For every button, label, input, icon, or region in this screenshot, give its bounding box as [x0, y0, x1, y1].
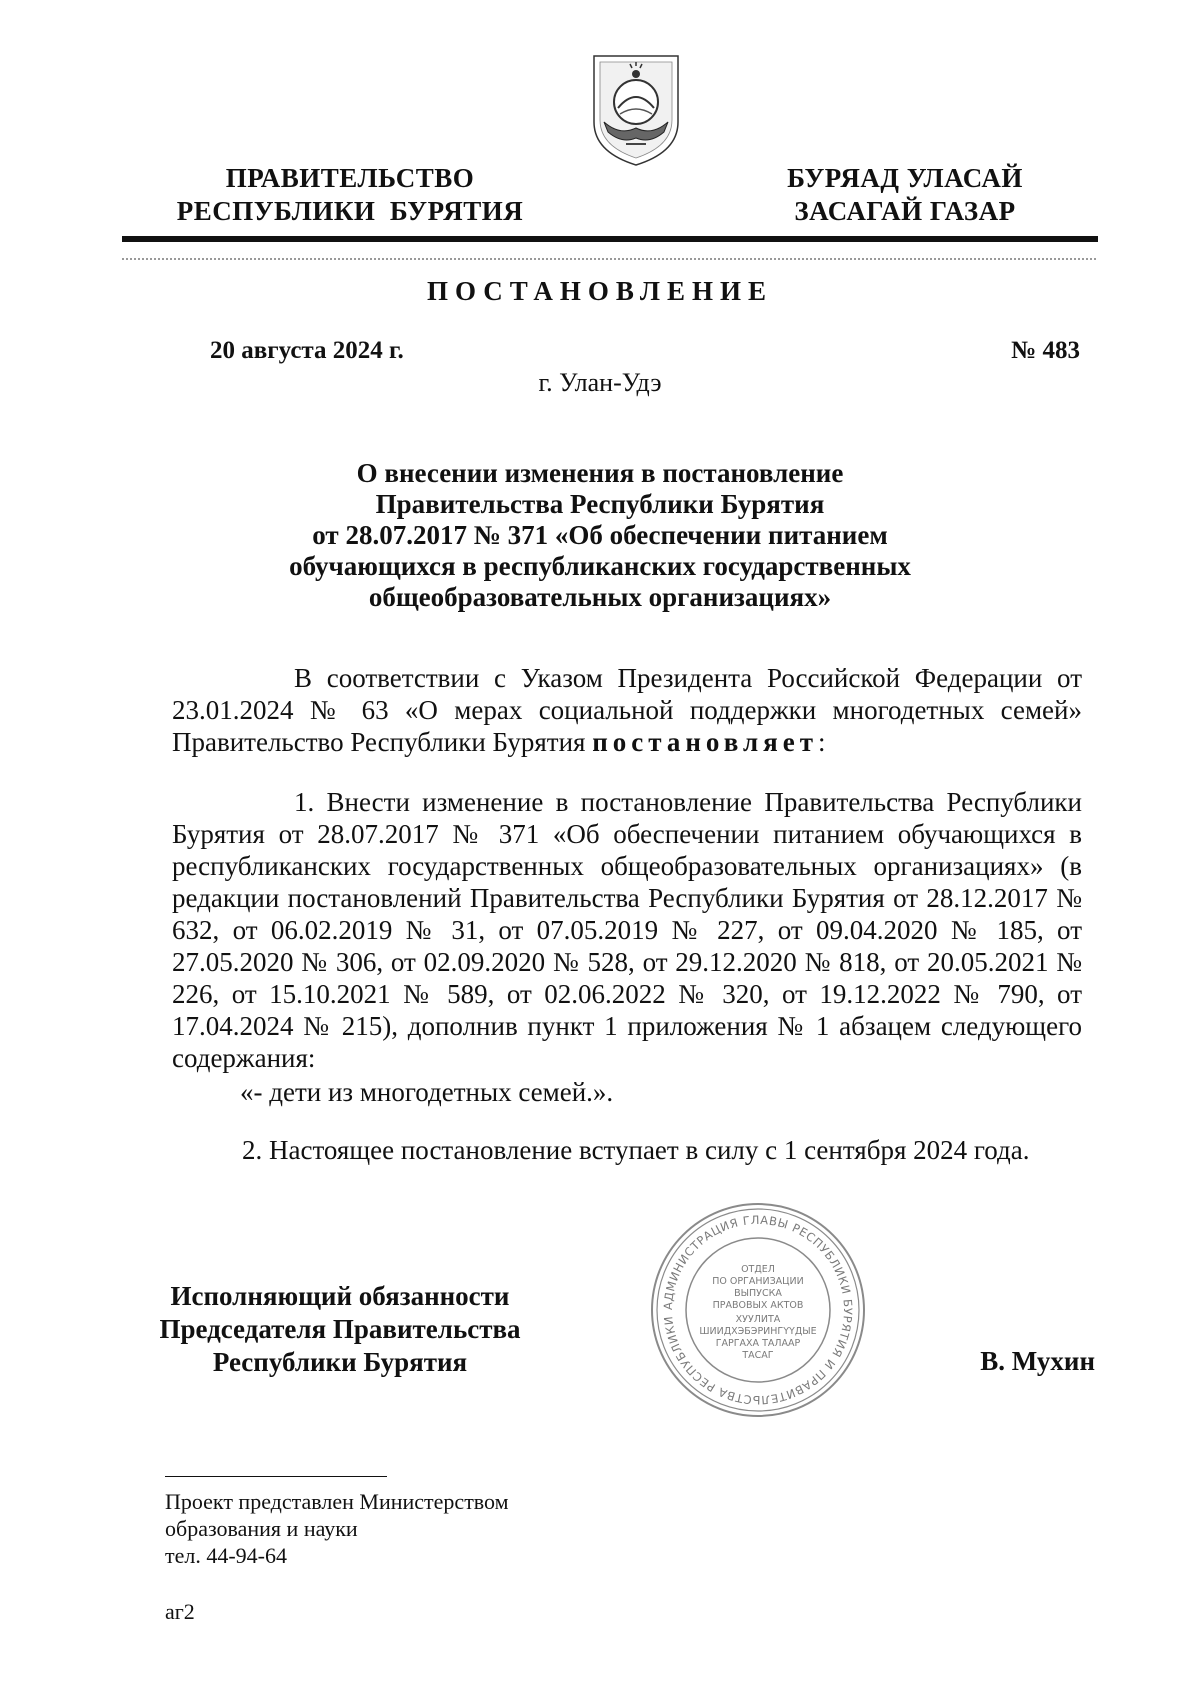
- document-date: 20 августа 2024 г.: [210, 337, 404, 364]
- svg-text:ШИИДХЭБЭРИНГҮҮДЫЕ: ШИИДХЭБЭРИНГҮҮДЫЕ: [699, 1326, 817, 1337]
- subject-line-1: О внесении изменения в постановление: [356, 458, 844, 488]
- footer-line-2: образования и науки: [165, 1516, 358, 1541]
- header-left: [160, 162, 540, 228]
- svg-text:ХУУЛИТА: ХУУЛИТА: [735, 1314, 781, 1325]
- svg-text:ПРАВОВЫХ АКТОВ: ПРАВОВЫХ АКТОВ: [712, 1300, 804, 1311]
- footer-line-1: Проект представлен Министерством: [165, 1489, 509, 1514]
- svg-text:ПО ОРГАНИЗАЦИИ: ПО ОРГАНИЗАЦИИ: [712, 1276, 804, 1287]
- official-stamp: [648, 1200, 868, 1420]
- preamble-text: В соответствии с Указом Президента Российской Федерации от 23.01.2024 № 63 «О мерах социальной поддержки многодетных семей» Правительство Республики Бурятия: [172, 663, 1082, 757]
- document-number: № 483: [1011, 337, 1080, 364]
- document-type: ПОСТАНОВЛЕНИЕ: [426, 276, 774, 306]
- subject-line-3: от 28.07.2017 № 371 «Об обеспечении питанием: [312, 520, 888, 550]
- svg-text:ОТДЕЛ: ОТДЕЛ: [741, 1264, 775, 1275]
- header-rule: [122, 236, 1098, 242]
- footer-line-3: тел. 44-94-64: [165, 1543, 288, 1568]
- preamble-keyword: постановляет: [592, 727, 818, 757]
- document-city: г. Улан-Удэ: [538, 368, 662, 397]
- subject-line-5: общеобразовательных организациях»: [368, 582, 832, 612]
- signature-role-line3: Республики Бурятия: [212, 1347, 468, 1377]
- subject-line-2: Правительства Республики Бурятия: [375, 489, 825, 519]
- item-1-quote: «- дети из многодетных семей.».: [240, 1077, 614, 1107]
- header-right-line1: БУРЯАД УЛАСАЙ: [787, 163, 1023, 193]
- header-right: [755, 162, 1055, 228]
- coat-of-arms-icon: [590, 52, 682, 168]
- signature-role-line1: Исполняющий обязанности: [170, 1281, 510, 1311]
- header-left-line2: РЕСПУБЛИКИ БУРЯТИЯ: [176, 196, 524, 226]
- preamble-end: :: [817, 727, 826, 757]
- header-rule-dotted: [122, 258, 1098, 260]
- header-left-line1: ПРАВИТЕЛЬСТВО: [225, 163, 475, 193]
- svg-text:ГАРГАХА ТАЛААР: ГАРГАХА ТАЛААР: [715, 1338, 801, 1349]
- subject-line-4: обучающихся в республиканских государственных: [289, 551, 911, 581]
- svg-text:ВЫПУСКА: ВЫПУСКА: [734, 1288, 782, 1299]
- document-subject: [200, 458, 1000, 613]
- signature-name: В. Мухин: [980, 1346, 1095, 1376]
- signature-role-line2: Председателя Правительства: [159, 1314, 521, 1344]
- item-2-paragraph: 2. Настоящее постановление вступает в силу с 1 сентября 2024 года.: [242, 1135, 1030, 1165]
- footer-note: [165, 1488, 509, 1569]
- stamp-ring-text: АДМИНИСТРАЦИЯ ГЛАВЫ РЕСПУБЛИКИ БУРЯТИЯ И ПРАВИТЕЛЬСТВА РЕСПУБЛИКИ: [660, 1212, 856, 1408]
- footer-rule: [165, 1476, 387, 1477]
- signature-role: [140, 1280, 540, 1379]
- item-1-paragraph: 1. Внести изменение в постановление Правительства Республики Бурятия от 28.07.2017 № 371 «Об обеспечении питанием обучающихся в республиканских государственных общеобразовательных организациях» (в редакции постановлений Правительства Республики Бурятия от 28.12.2017 № 632, от 06.02.2019 № 31, от 07.05.2019 № 227, от 09.04.2020 № 185, от 27.05.2020 № 306, от 02.09.2020 № 528, от 29.12.2020 № 818, от 20.05.2021 № 226, от 15.10.2021 № 589, от 02.06.2022 № 320, от 19.12.2022 № 790, от 17.04.2024 № 215), дополнив пункт 1 приложения № 1 абзацем следующего содержания:: [172, 787, 1082, 1073]
- preamble-paragraph: [172, 662, 1082, 758]
- header-right-line2: ЗАСАГАЙ ГАЗАР: [794, 196, 1016, 226]
- footer-code: аг2: [165, 1599, 195, 1624]
- svg-text:ТАСАГ: ТАСАГ: [742, 1350, 774, 1361]
